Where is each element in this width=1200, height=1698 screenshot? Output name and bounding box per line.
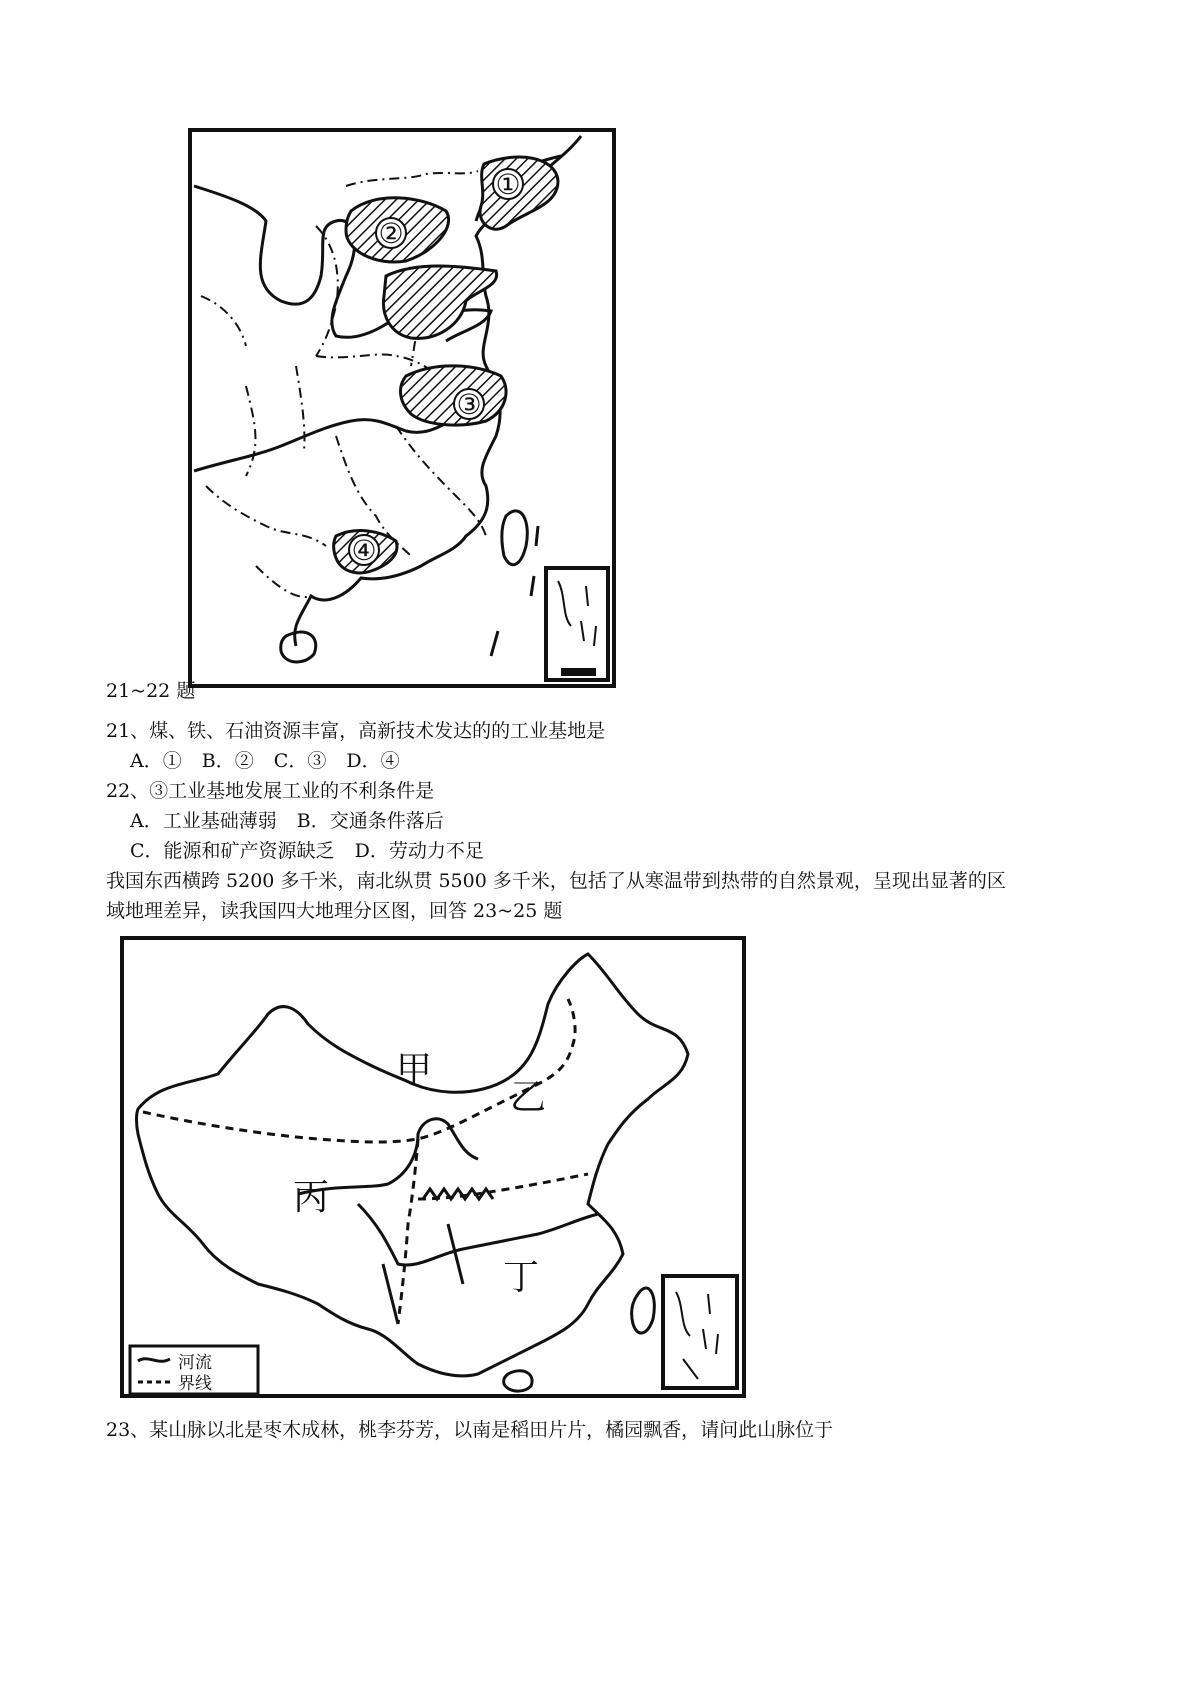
question-21-stem: 21、煤、铁、石油资源丰富，高新技术发达的的工业基地是 (106, 720, 606, 742)
industrial-base-map (186, 126, 636, 691)
q21-option-a: A．① (130, 750, 182, 772)
question-22-options-row2 (130, 836, 498, 866)
region-bing: 丙 (293, 1177, 330, 1218)
marker-4: ④ (351, 534, 377, 567)
region-yi: 乙 (510, 1077, 547, 1118)
q22-option-c: C．能源和矿产资源缺乏 (130, 840, 335, 862)
industrial-base-3 (401, 366, 506, 425)
geographic-regions-map (118, 934, 750, 1402)
region-ding: 丁 (503, 1257, 540, 1298)
q22-option-d: D．劳动力不足 (354, 840, 484, 862)
q21-option-b: B．② (201, 750, 254, 772)
q22-option-b: B．交通条件落后 (296, 810, 444, 832)
q21-option-c: C．③ (273, 750, 327, 772)
q22-option-a: A．工业基础薄弱 (130, 810, 277, 832)
question-23-stem: 23、某山脉以北是枣木成林，桃李芬芳，以南是稻田片片，橘园飘香，请问此山脉位于 (106, 1419, 834, 1441)
region-jia: 甲 (396, 1050, 433, 1091)
south-china-sea-inset (546, 568, 608, 680)
passage-line-1: 我国东西横跨 5200 多千米，南北纵贯 5500 多千米，包括了从寒温带到热带的自然景观，呈现出显著的区 (106, 870, 1006, 892)
legend-boundary-label: 界线 (178, 1374, 212, 1394)
passage-line-2: 域地理差异，读我国四大地理分区图，回答 23~25 题 (106, 900, 563, 922)
south-china-sea-inset (663, 1276, 737, 1388)
marker-2: ② (378, 217, 404, 250)
question-22-options-row1 (130, 806, 458, 836)
q21-option-d: D．④ (346, 750, 400, 772)
marker-3: ③ (456, 388, 482, 421)
question-range-21-22: 21~22 题 (106, 680, 196, 702)
question-21-options (130, 746, 414, 776)
marker-1: ① (495, 168, 521, 201)
question-22-stem: 22、③工业基地发展工业的不利条件是 (106, 780, 435, 802)
legend-river-label: 河流 (178, 1353, 212, 1373)
